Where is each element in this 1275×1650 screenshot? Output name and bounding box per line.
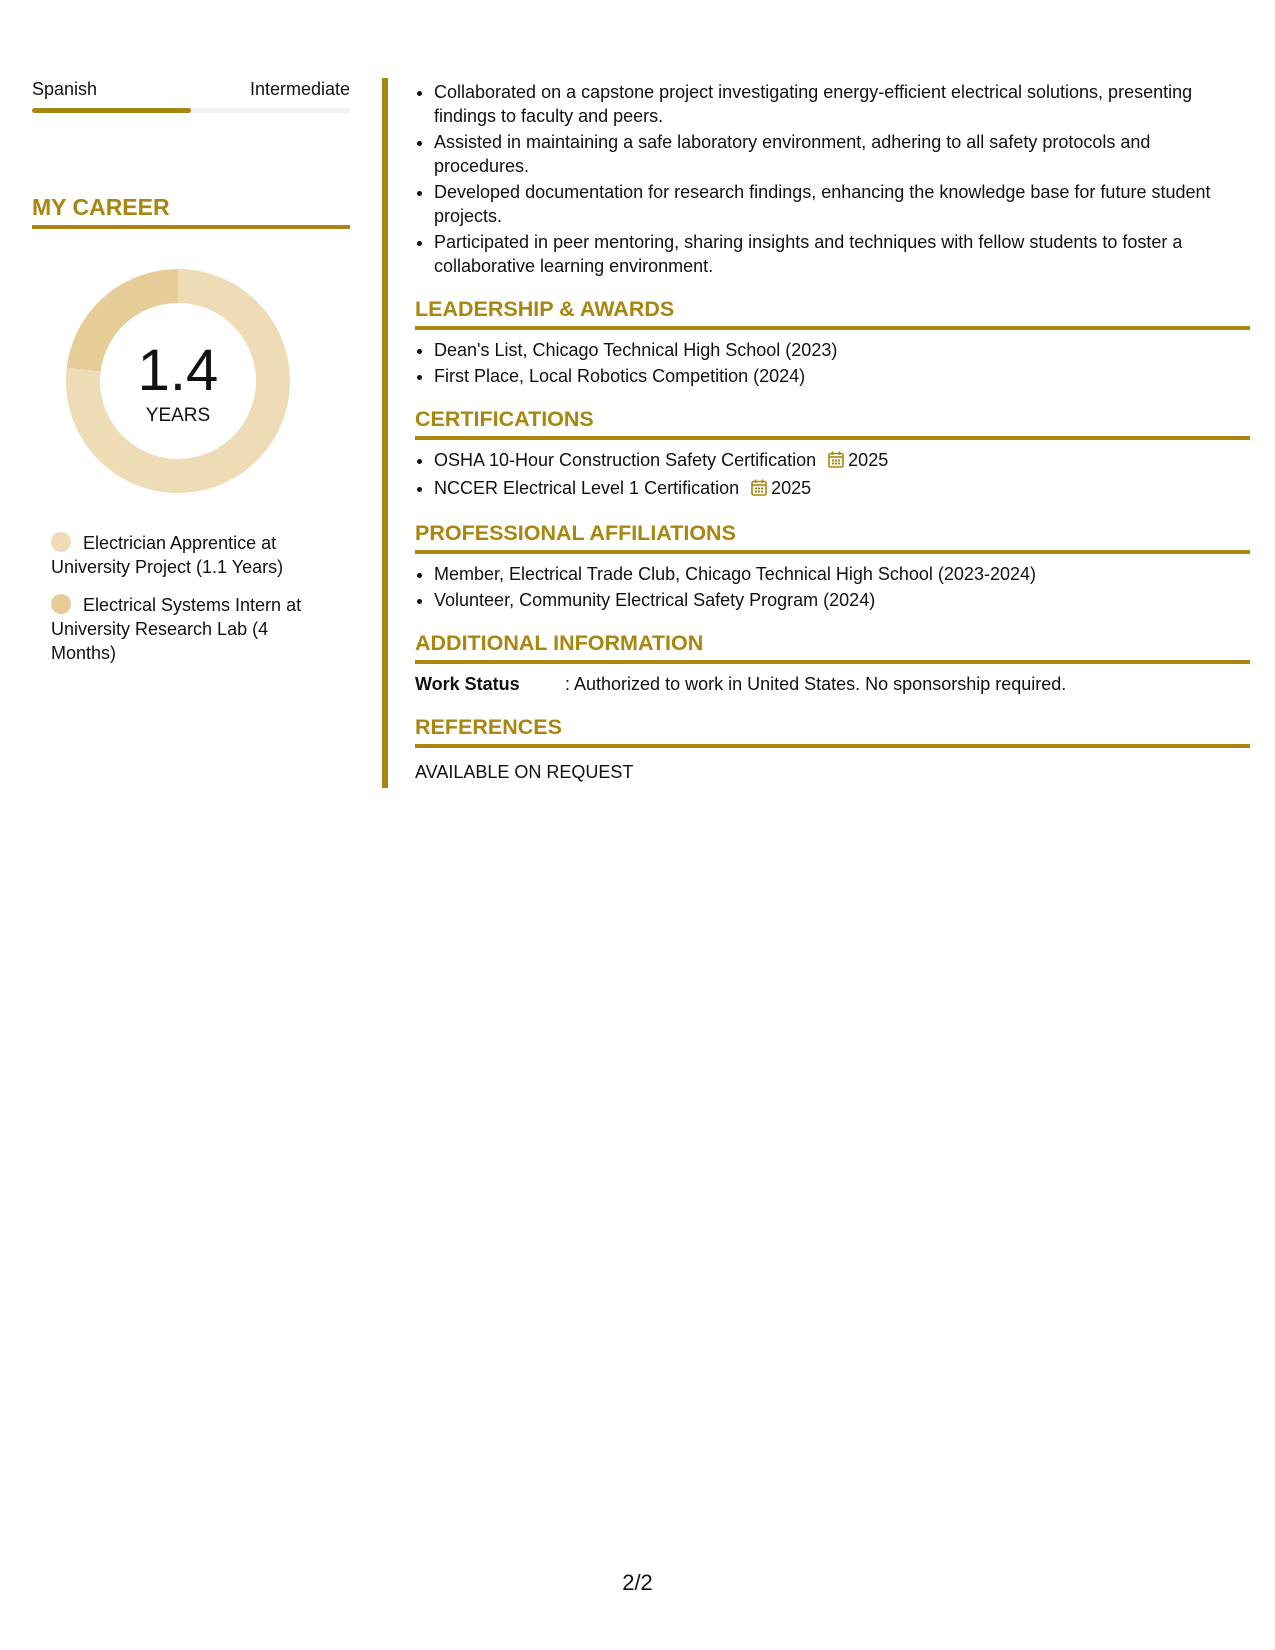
leadership-list [415,338,1250,388]
legend-label: Electrical Systems Intern at University Research Lab (4 Months) [51,595,302,663]
language-proficiency-fill [32,108,191,113]
legend-dot [51,532,71,552]
career-total-unit: YEARS [145,405,211,426]
left-column [32,78,350,679]
language-row [32,78,350,100]
section-title: REFERENCES [415,714,1250,748]
column-divider [382,78,388,788]
references-section [415,714,1250,784]
career-donut [66,269,290,493]
section-title: CERTIFICATIONS [415,406,1250,440]
additional-section [415,630,1250,696]
list-item: • Member, Electrical Trade Club, Chicago Technical High School (2023-2024) [434,562,1250,586]
section-title: ADDITIONAL INFORMATION [415,630,1250,664]
list-item: • Participated in peer mentoring, sharing insights and techniques with fellow students to foster a collaborative learning environment. [434,230,1250,278]
certification-year: 2025 [848,450,889,470]
legend-dot [51,594,71,614]
references-text: AVAILABLE ON REQUEST [415,762,634,782]
calendar-icon [828,450,844,474]
career-total-value: 1.4 [137,338,219,403]
page-number: 2/2 [622,1570,653,1595]
calendar-icon [751,478,767,502]
list-item: • Collaborated on a capstone project investigating energy-efficient electrical solutions, presenting findings to faculty and peers. [434,80,1250,128]
section-title: PROFESSIONAL AFFILIATIONS [415,520,1250,554]
leadership-section [415,296,1250,388]
language-proficiency-bar [32,108,350,113]
legend-label: Electrician Apprentice at University Project (1.1 Years) [51,533,284,577]
right-column [415,80,1250,784]
list-item: • First Place, Local Robotics Competition (2024) [434,364,1250,388]
list-item [434,448,1250,474]
experience-bullets [415,80,1250,278]
list-item: • Volunteer, Community Electrical Safety Program (2024) [434,588,1250,612]
certifications-list [415,448,1250,502]
list-item: • Assisted in maintaining a safe laboratory environment, adhering to all safety protocols and procedures. [434,130,1250,178]
legend-item [51,531,321,579]
certifications-section [415,406,1250,502]
list-item: • Developed documentation for research findings, enhancing the knowledge base for future student projects. [434,180,1250,228]
legend-item [51,593,321,665]
certification-year: 2025 [771,478,812,498]
work-status-row [415,672,1250,696]
list-item [434,476,1250,502]
section-title: LEADERSHIP & AWARDS [415,296,1250,330]
language-name: Spanish [32,79,98,99]
list-item: • Dean's List, Chicago Technical High School (2023) [434,338,1250,362]
affiliations-list [415,562,1250,612]
work-status-value: : Authorized to work in United States. No sponsorship required. [565,674,1067,694]
work-status-label: Work Status [415,674,520,694]
certification-name: NCCER Electrical Level 1 Certification [434,478,740,498]
affiliations-section [415,520,1250,612]
language-level: Intermediate [249,79,350,99]
career-heading: MY CAREER [32,193,350,229]
certification-name: OSHA 10-Hour Construction Safety Certification [434,450,817,470]
career-legend [32,531,350,665]
